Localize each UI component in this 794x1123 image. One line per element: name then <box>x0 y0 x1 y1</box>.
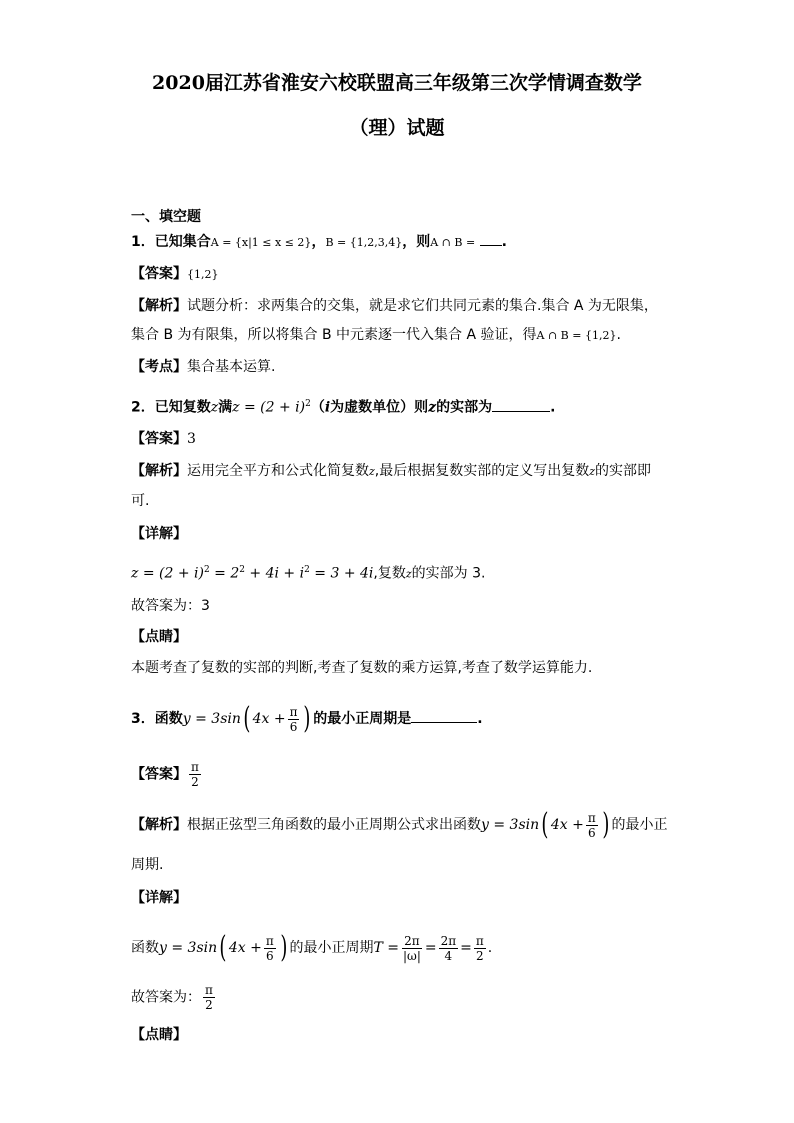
question-3: 3．函数y = 3sin( 4x + $\frac{\pi}{6}$ ) 的最小正周期是 . <box>131 701 483 736</box>
q2-detail-eq-a: z = (2 + i) <box>131 565 204 582</box>
question-2 <box>131 394 555 418</box>
q3-inner: 4x + <box>252 711 286 727</box>
q3-answer-blank <box>411 708 477 723</box>
q2-man: 满 <box>218 399 233 416</box>
q1-set-a: A = {x|1 ≤ x ≤ 2} <box>210 236 312 249</box>
analysis-tag: 【解析】 <box>131 463 187 479</box>
q3-analysis-a: 根据正弦型三角函数的最小正周期公式求出函数 <box>187 817 481 833</box>
document-title-line2: （理）试题 <box>349 117 445 139</box>
answer-tag: 【答案】 <box>131 266 187 282</box>
q2-analysis-line1 <box>131 461 651 482</box>
q3-prefix: 3．函数 <box>131 711 183 727</box>
q1-answer-line <box>131 264 219 285</box>
dianjing-tag: 【点睛】 <box>131 1027 187 1043</box>
q3-answer: $\frac{\pi}{2}$ <box>191 760 199 789</box>
answer-tag: 【答案】 <box>131 431 187 447</box>
q2-exp: 2 <box>305 399 311 409</box>
q3-suffix: 的最小正周期是 <box>313 711 412 727</box>
q3-pi-over-6: $\frac{\pi}{6}$ <box>289 704 298 734</box>
q2-detail-eq-d: = 3 + 4i <box>309 565 374 582</box>
q2-analysis-z2: z <box>589 465 596 478</box>
q2-detail-z: z <box>405 567 412 581</box>
q2-detail-rest-b: 的实部为 3. <box>411 565 486 582</box>
q1-set-b: B = {1,2,3,4} <box>325 236 403 249</box>
q2-i: i <box>324 399 331 416</box>
q1-sep: ， <box>311 234 326 250</box>
q2-analysis-b: ,最后根据复数实部的定义写出复数 <box>374 463 590 479</box>
q3-conclusion: 故答案为： $\frac{\pi}{2}$ <box>131 983 213 1012</box>
q2-analysis-z: z <box>369 465 375 478</box>
q2-note-a: （ <box>310 399 325 416</box>
q2-analysis-line2: 可. <box>131 493 150 509</box>
q1-kaodian: 集合基本运算. <box>187 359 276 375</box>
q2-answer-blank <box>492 397 550 412</box>
q2-end: . <box>550 399 556 416</box>
q2-detail-rest-a: ,复数 <box>373 565 406 582</box>
q3-detail-equation: 函数y = 3sin( 4x + $\frac{\pi}{6}$ ) 的最小正周期T = $\frac{2\pi}{|\omega|}$ = $\frac{2\pi}{4}$ = $\frac{\pi}{2}$ . <box>131 930 493 965</box>
detail-tag: 【详解】 <box>131 890 187 906</box>
q2-detail-exp1: 2 <box>203 565 210 575</box>
q2-answer: 3 <box>187 431 196 447</box>
q2-z2: z <box>428 399 437 416</box>
q2-eq: z = (2 + i) <box>232 399 306 416</box>
q1-analysis-text2c: . <box>616 327 621 343</box>
q3-analysis-line1: 【解析】根据正弦型三角函数的最小正周期公式求出函数y = 3sin( 4x + $\frac{\pi}{6}$ ) 的最小正 <box>131 807 668 842</box>
document-title-line1: 2020届江苏省淮安六校联盟高三年级第三次学情调查数学 <box>152 72 642 94</box>
section-heading: 一、填空题 <box>131 209 201 225</box>
q3-frac2: $\frac{2\pi}{4}$ <box>440 933 457 963</box>
q1-analysis-text1: 试题分析：求两集合的交集，就是求它们共同元素的集合.集合 A 为无限集， <box>187 298 658 314</box>
q2-detail-eq-c: + 4i + i <box>244 565 305 582</box>
q3-analysis-line2: 周期. <box>131 857 164 873</box>
kaodian-tag: 【考点】 <box>131 359 187 375</box>
q2-detail-exp2: 2 <box>239 565 245 575</box>
q3-analysis-b: 的最小正 <box>611 817 668 833</box>
q2-analysis-c: 的实部即 <box>595 463 652 479</box>
q2-conclusion: 故答案为：3 <box>131 598 210 614</box>
q3-T: T = <box>373 940 399 956</box>
q1-end: . <box>501 234 507 250</box>
question-1 <box>131 231 507 253</box>
q3-detail-b: 的最小正周期 <box>289 940 374 956</box>
analysis-tag: 【解析】 <box>131 298 187 314</box>
q2-note-b: 为虚数单位）则 <box>330 399 429 416</box>
q3-detail-a: 函数 <box>131 940 159 956</box>
q1-analysis-line1 <box>131 296 658 316</box>
q3-end: . <box>477 711 483 727</box>
q1-analysis-text2b: A ∩ B = {1,2} <box>536 329 617 342</box>
q3-answer-line <box>131 760 203 789</box>
q2-detail-exp3: 2 <box>304 565 310 575</box>
q1-analysis-line2 <box>131 325 621 346</box>
q1-then: ，则 <box>402 234 431 250</box>
q1-analysis-text2a: 集合 B 为有限集，所以将集合 B 中元素逐一代入集合 A 验证，得 <box>131 327 537 343</box>
analysis-tag: 【解析】 <box>131 817 187 833</box>
q3-detail-tag <box>131 888 187 908</box>
q2-dianjing-tag <box>131 627 187 647</box>
answer-tag: 【答案】 <box>131 766 187 783</box>
q1-kaodian-line <box>131 357 275 377</box>
q3-frac1: $\frac{2\pi}{|\omega|}$ <box>402 933 421 963</box>
detail-tag: 【详解】 <box>131 526 187 542</box>
q3-frac3: $\frac{\pi}{2}$ <box>475 933 484 963</box>
dianjing-tag: 【点睛】 <box>131 629 187 645</box>
q2-detail-equation <box>131 560 485 585</box>
q2-detail-eq-b: = 2 <box>209 565 240 582</box>
q1-answer-blank <box>480 231 502 246</box>
q1-prefix: 1．已知集合 <box>131 234 211 250</box>
q2-dianjing: 本题考查了复数的实部的判断,考查了复数的乘方运算,考查了数学运算能力. <box>131 660 593 676</box>
q1-expr: A ∩ B = <box>430 236 476 249</box>
q2-prefix: 2．已知复数 <box>131 399 211 416</box>
q2-z: z <box>210 399 219 416</box>
q1-answer: {1,2} <box>187 268 219 281</box>
q2-analysis-a: 运用完全平方和公式化简复数 <box>187 463 369 479</box>
q3-dianjing-tag <box>131 1025 187 1045</box>
q2-suffix: 的实部为 <box>436 399 493 416</box>
q3-conclusion-frac: $\frac{\pi}{2}$ <box>205 983 213 1012</box>
q2-answer-line <box>131 429 196 449</box>
q3-func: y = 3sin <box>182 711 241 727</box>
q2-detail-tag <box>131 524 187 544</box>
